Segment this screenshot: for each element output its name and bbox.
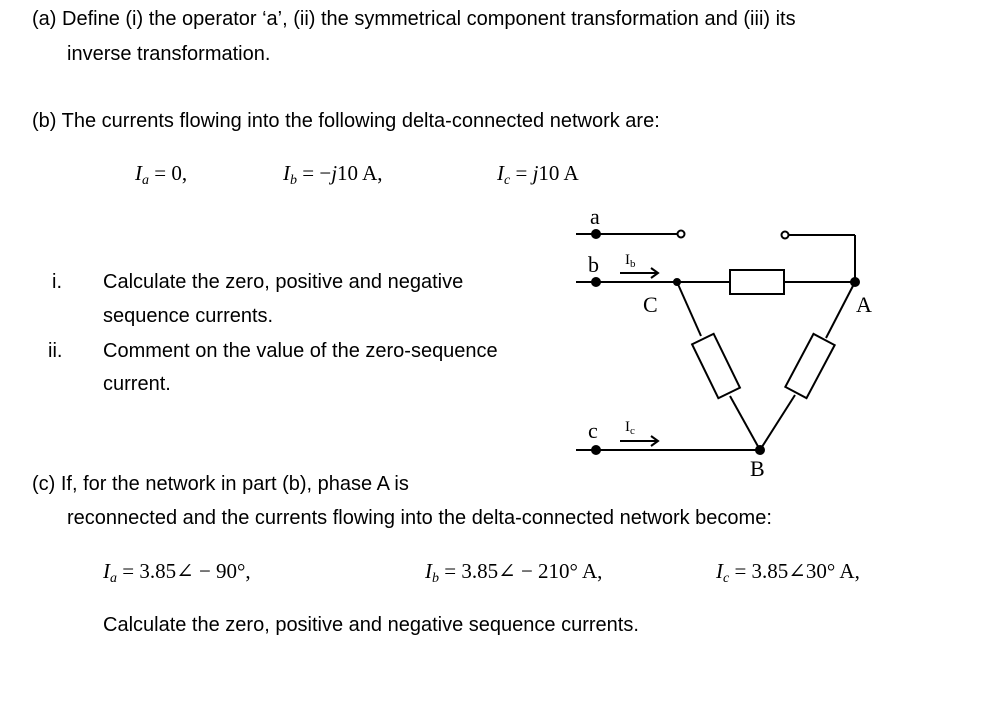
node-C-label: C bbox=[643, 292, 658, 317]
part-c-line1: (c) If, for the network in part (b), phase A is bbox=[32, 473, 409, 495]
resistor-AB bbox=[785, 334, 834, 398]
part-b-intro: (b) The currents flowing into the following delta-connected network are: bbox=[32, 110, 660, 132]
eq-ib-b: $I_b = -j10$ A, bbox=[283, 161, 383, 188]
terminal-b-dot bbox=[592, 278, 600, 286]
terminal-a-label: a bbox=[590, 204, 600, 229]
wire-C-resistor bbox=[677, 282, 701, 336]
item-i-line2: sequence currents. bbox=[103, 305, 274, 327]
resistor-CA bbox=[730, 270, 784, 294]
terminal-a-dot bbox=[592, 230, 600, 238]
terminal-a-open-end bbox=[678, 231, 685, 238]
eq-ib-c: $I_b$ = 3.85∠ − 210° A, bbox=[425, 559, 603, 586]
wire-resistor-B2 bbox=[760, 395, 795, 450]
node-A-label: A bbox=[856, 292, 872, 317]
part-a-line2: inverse transformation. bbox=[67, 43, 271, 65]
item-ii-line1: Comment on the value of the zero-sequence bbox=[103, 340, 498, 362]
item-ii-marker: ii. bbox=[48, 340, 63, 362]
eq-ic-b: $I_c = j10$ A bbox=[497, 161, 579, 188]
part-a-line1: (a) Define (i) the operator ‘a’, (ii) the symmetrical component transformation and (iii) its bbox=[32, 8, 796, 30]
resistor-CB bbox=[692, 334, 740, 398]
node-B-label: B bbox=[750, 456, 765, 481]
current-c-label: $I_c$ bbox=[625, 419, 635, 437]
phase-a-open-end bbox=[782, 232, 789, 239]
eq-ic-c: $I_c$ = 3.85∠30° A, bbox=[716, 559, 860, 586]
node-B-dot bbox=[756, 446, 764, 454]
item-ii-line2: current. bbox=[103, 373, 171, 395]
eq-ia-b: $I_a = 0$, bbox=[135, 161, 188, 188]
eq-ia-c: $I_a$ = 3.85∠ − 90°, bbox=[103, 559, 251, 586]
item-i-marker: i. bbox=[52, 271, 62, 293]
current-b-label: $I_b$ bbox=[625, 252, 636, 270]
part-c-instruction: Calculate the zero, positive and negative sequence currents. bbox=[103, 614, 639, 636]
wire-resistor-B bbox=[730, 396, 760, 450]
terminal-b-label: b bbox=[588, 252, 599, 277]
wire-A-resistor bbox=[826, 282, 855, 338]
part-c-line2: reconnected and the currents flowing into the delta-connected network become: bbox=[67, 507, 772, 529]
item-i-line1: Calculate the zero, positive and negative bbox=[103, 271, 464, 293]
terminal-c-dot bbox=[592, 446, 600, 454]
terminal-c-label: c bbox=[588, 418, 598, 443]
